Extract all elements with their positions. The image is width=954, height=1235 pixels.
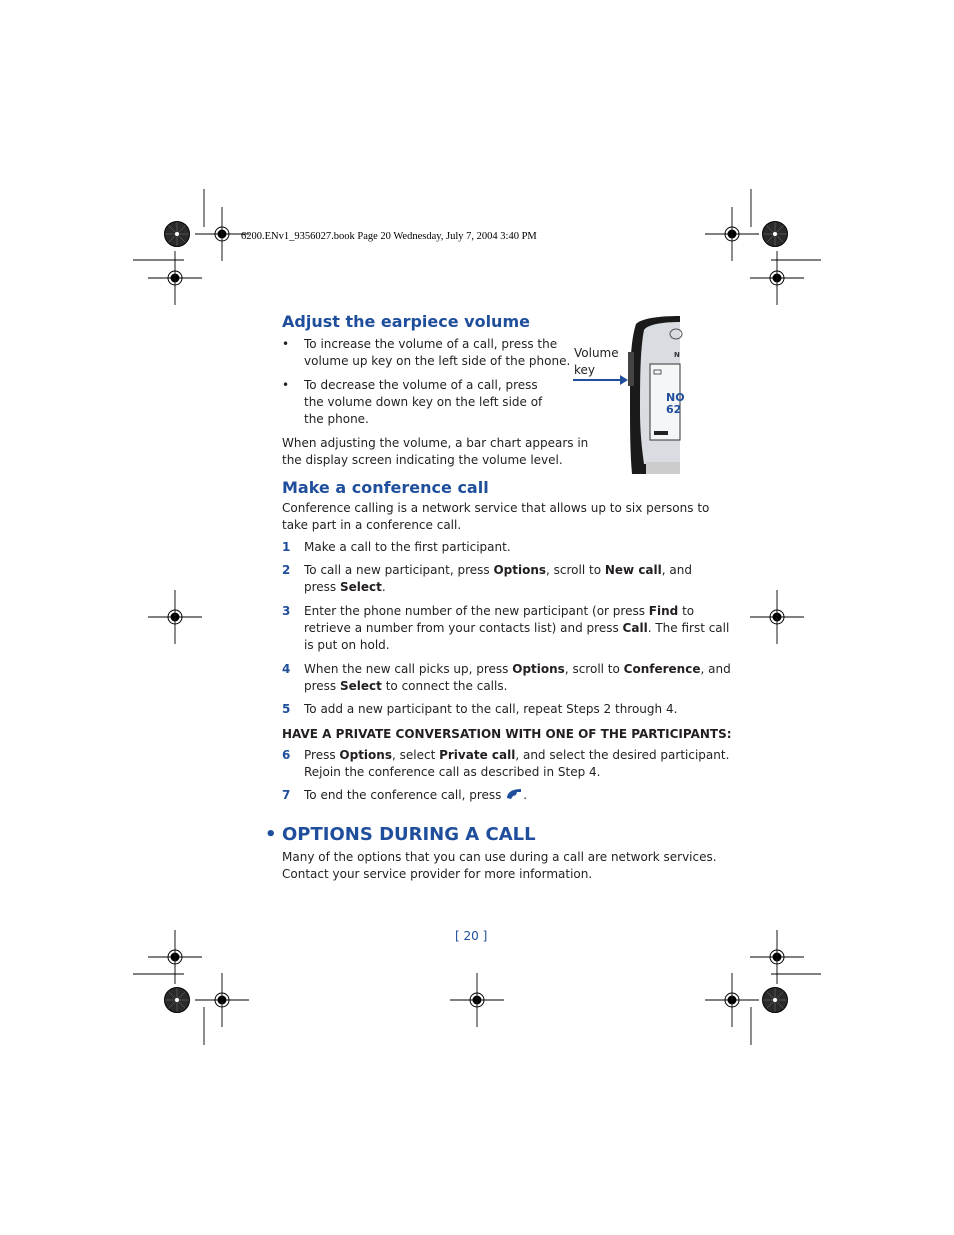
registration-mark-icon <box>750 590 804 644</box>
registration-mark-icon <box>763 988 788 1013</box>
menu-new-call: New call <box>604 563 662 577</box>
registration-mark-icon <box>148 930 202 984</box>
intro-line: take part in a conference call. <box>282 518 462 532</box>
intro-line: Conference calling is a network service that allows up to six persons to <box>282 501 710 515</box>
step-item <box>282 562 692 598</box>
earpiece-note <box>282 435 588 469</box>
step-line: retrieve a number from your contacts list) and press Call. The first call <box>304 621 730 635</box>
step-line: is put on hold. <box>304 638 390 652</box>
registration-mark-icon <box>165 988 190 1013</box>
softkey-options: Options <box>339 748 392 762</box>
list-item <box>282 336 572 372</box>
bullet-line: To decrease the volume of a call, press <box>304 378 538 392</box>
step-item <box>282 787 682 805</box>
phone-illustration <box>572 312 685 476</box>
softkey-select: Select <box>340 580 382 594</box>
step-line: To end the conference call, press . <box>304 788 528 802</box>
note-line: When adjusting the volume, a bar chart appears in <box>282 436 589 450</box>
step-item <box>282 539 682 557</box>
options-line: Many of the options that you can use during a call are network services. <box>282 850 717 864</box>
bullet-line: volume up key on the left side of the phone. <box>304 354 571 368</box>
bullet-icon: • <box>282 378 290 392</box>
step-number: 2 <box>282 563 291 577</box>
softkey-find: Find <box>648 604 679 618</box>
step-line: When the new call picks up, press Options, scroll to Conference, and <box>304 662 731 676</box>
bullet-line: the volume down key on the left side of <box>304 395 543 409</box>
step-line: Press Options, select Private call, and select the desired participant. <box>304 748 730 762</box>
step-number: 1 <box>282 540 291 554</box>
step-item <box>282 661 731 697</box>
softkey-options: Options <box>512 662 565 676</box>
step-item <box>282 603 730 657</box>
options-heading-text: OPTIONS DURING A CALL <box>282 824 536 845</box>
earpiece-heading: Adjust the earpiece volume <box>282 312 530 331</box>
bullet-line: To increase the volume of a call, press the <box>304 337 558 351</box>
softkey-options: Options <box>493 563 547 577</box>
conference-heading: Make a conference call <box>282 478 489 497</box>
note-line: the display screen indicating the volume level. <box>282 453 563 467</box>
registration-mark-icon <box>195 973 249 1027</box>
options-line: Contact your service provider for more information. <box>282 867 593 881</box>
step-line: To call a new participant, press Options, scroll to New call, and <box>304 563 692 577</box>
registration-mark-icon <box>750 251 804 305</box>
registration-mark-icon <box>750 930 804 984</box>
svg-text:N: N <box>674 351 680 359</box>
step-number: 7 <box>282 788 291 802</box>
menu-private-call: Private call <box>439 748 516 762</box>
print-header: 6200.ENv1_9356027.book Page 20 Wednesday, July 7, 2004 3:40 PM <box>241 231 537 242</box>
bullet-icon: • <box>282 337 290 351</box>
list-item <box>282 377 572 431</box>
phone-icon <box>628 316 685 474</box>
registration-mark-icon <box>148 590 202 644</box>
page-number: [ 20 ] <box>455 929 488 943</box>
volume-label-line: Volume <box>574 346 619 360</box>
step-item <box>282 701 682 719</box>
registration-mark-icon <box>450 973 504 1027</box>
registration-mark-icon <box>763 222 788 247</box>
volume-arrow-icon <box>573 375 628 385</box>
svg-text:NO: NO <box>666 391 685 404</box>
step-text: To add a new participant to the call, repeat Steps 2 through 4. <box>304 702 678 716</box>
volume-label-line: key <box>574 363 596 377</box>
registration-mark-icon <box>148 251 202 305</box>
step-line: Enter the phone number of the new participant (or press Find to <box>304 604 695 618</box>
options-text <box>282 849 717 883</box>
step-line: press Select. <box>304 580 386 594</box>
bullet-line: the phone. <box>304 412 369 426</box>
step-line: Rejoin the conference call as described in Step 4. <box>304 765 601 779</box>
step-line: press Select to connect the calls. <box>304 679 508 693</box>
step-item <box>282 747 730 783</box>
step-number: 6 <box>282 748 291 762</box>
conference-intro <box>282 500 709 534</box>
step-number: 4 <box>282 662 291 676</box>
softkey-select: Select <box>340 679 382 693</box>
step-text: Make a call to the first participant. <box>304 540 511 554</box>
softkey-call: Call <box>622 621 648 635</box>
menu-conference: Conference <box>623 662 701 676</box>
step-number: 5 <box>282 702 291 716</box>
options-heading <box>265 824 536 845</box>
registration-mark-icon <box>165 222 190 247</box>
end-call-key-icon <box>505 788 523 800</box>
options-bullet: • <box>265 824 277 845</box>
private-conversation-heading: HAVE A PRIVATE CONVERSATION WITH ONE OF THE PARTICIPANTS: <box>282 727 732 741</box>
step-number: 3 <box>282 604 291 618</box>
svg-text:62: 62 <box>666 403 682 416</box>
